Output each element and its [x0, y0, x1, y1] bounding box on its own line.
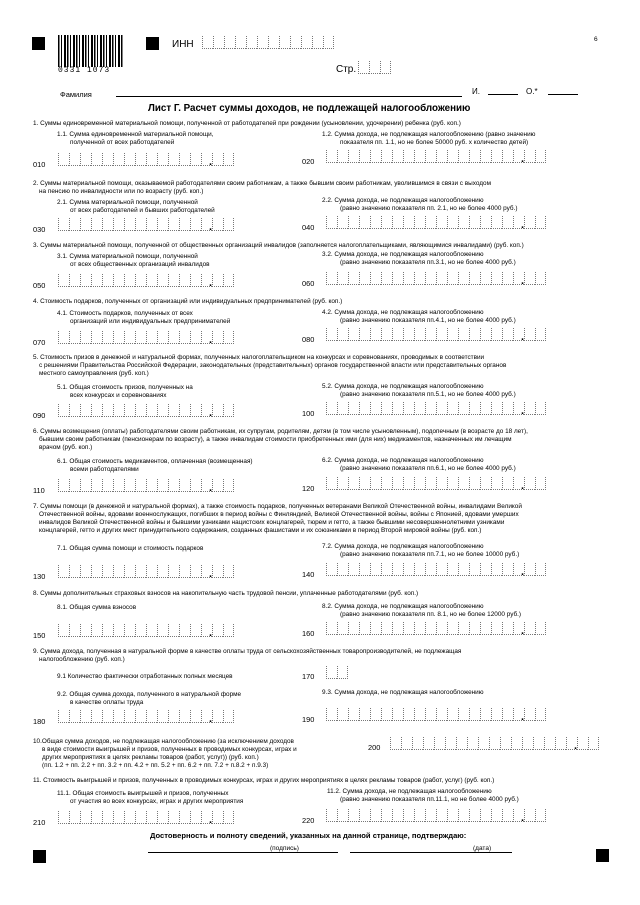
line-code-190: 190	[302, 715, 315, 724]
section-7-line3: инвалидов Великой Отечественной войны и бывшими узниками нацистских концлагерей, тюрем и гетто, а также бывшими несовершеннолетними узниками	[39, 519, 505, 526]
decimal-separator: .	[209, 482, 213, 494]
section-2-line2: на пенсию по инвалидности или по возрасту (руб. коп.)	[39, 188, 204, 195]
item-11-2-line1: 11.2. Сумма дохода, не подлежащая налогообложению	[327, 788, 492, 795]
decimal-separator: .	[521, 711, 525, 723]
item-3-2-line2: (равно значению показателя пп.3.1, но не более 4000 руб.)	[340, 259, 516, 266]
surname-line[interactable]	[116, 96, 462, 97]
section-2-line1: 2. Суммы материальной помощи, оказываемой работодателями своим работникам, а также бывшим своим работникам, уволившимся в связи с выходом	[33, 180, 491, 187]
page-title: Лист Г. Расчет суммы доходов, не подлежащей налогообложению	[148, 103, 471, 114]
section-5-line2: с решениями Правительства Российской Федерации, законодательных (представительных) органов государственной власти или представительных органов	[39, 362, 507, 369]
page-label: Стр.	[336, 64, 357, 75]
item-4-1-line2: организаций или индивидуальных предпринимателей	[70, 318, 231, 325]
section-1-text: 1. Суммы единовременной материальной помощи, полученной от работодателей при рождении (усыновлении, удочерении) ребенка (руб. коп.)	[33, 120, 461, 127]
patronymic-initial-label: О.*	[526, 87, 538, 96]
surname-label: Фамилия	[60, 90, 92, 99]
corner-marker-top-left	[32, 37, 45, 50]
field-110[interactable]	[58, 479, 234, 492]
field-090[interactable]	[58, 404, 234, 417]
name-initial-label: И.	[472, 87, 480, 96]
line-code-200: 200	[368, 743, 381, 752]
line-code-110: 110	[33, 486, 45, 495]
section-10-line4: (пп. 1.2 + пп. 2.2 + пп. 3.2 + пп. 4.2 + пп. 5.2 + пп. 6.2 + пп. 7.2 + п.8.2 + п.9.3)	[42, 762, 269, 769]
item-6-1-line2: всеми работодателями	[70, 466, 139, 473]
item-8-2-line2: (равно значению показателя пп. 8.1, но не более 12000 руб.)	[340, 611, 522, 618]
item-9-1: 9.1 Количество фактически отработанных полных месяцев	[57, 673, 233, 680]
corner-marker-bottom-left	[33, 850, 46, 863]
line-code-130: 130	[33, 572, 46, 581]
section-11-text: 11. Стоимость выигрышей и призов, полученных в проводимых конкурсах, играх и других мероприятиях в целях рекламы товаров (работ, услуг) (руб. коп.)	[33, 777, 495, 784]
field-040[interactable]	[326, 216, 546, 229]
barcode-number: 0331 1073	[58, 66, 111, 75]
item-6-2-line2: (равно значению показателя пп.6.1, но не более 4000 руб.)	[340, 465, 516, 472]
decimal-separator: .	[521, 331, 525, 343]
item-4-1-line1: 4.1. Стоимость подарков, полученных от всех	[57, 310, 193, 317]
field-180[interactable]	[58, 710, 234, 723]
decimal-separator: .	[209, 334, 213, 346]
line-code-050: 050	[33, 281, 46, 290]
signature-line[interactable]	[148, 852, 338, 853]
item-4-2-line2: (равно значению показателя пп.4.1, но не более 4000 руб.)	[340, 317, 516, 324]
field-060[interactable]	[326, 272, 546, 285]
name-initial-line[interactable]	[488, 94, 518, 95]
decimal-separator: .	[521, 566, 525, 578]
section-10-line2: в виде стоимости выигрышей и призов, полученных в проводимых конкурсах, играх и	[42, 746, 297, 753]
section-8-text: 8. Суммы дополнительных страховых взносов на накопительную часть трудовой пенсии, уплаченные работодателями (руб. коп.)	[33, 590, 419, 597]
line-code-090: 090	[33, 411, 46, 420]
decimal-separator: .	[209, 221, 213, 233]
decimal-separator: .	[521, 405, 525, 417]
decimal-separator: .	[209, 814, 213, 826]
item-2-1-line1: 2.1. Сумма материальной помощи, полученной	[57, 199, 198, 206]
section-7-line2: Отечественной войны, вдовами военнослужащих, погибших в период войны с Финляндией, Великой Отечественной войны, войны с Японией, вдовами умерших	[39, 511, 519, 518]
line-code-180: 180	[33, 717, 46, 726]
decimal-separator: .	[521, 219, 525, 231]
line-code-140: 140	[302, 570, 315, 579]
section-3-text: 3. Суммы материальной помощи, полученной от общественных организаций инвалидов (заполняется налогоплательщиками, являющимися инвалидами) (руб. коп.)	[33, 242, 524, 249]
field-200[interactable]	[390, 737, 599, 750]
item-5-1-line1: 5.1. Общая стоимость призов, полученных на	[57, 384, 193, 391]
item-2-1-line2: от всех работодателей и бывших работодателей	[70, 207, 215, 214]
field-070[interactable]	[58, 331, 234, 344]
item-5-2-line1: 5.2. Сумма дохода, не подлежащая налогообложению	[322, 383, 484, 390]
line-code-160: 160	[302, 629, 315, 638]
item-3-1-line1: 3.1. Сумма материальной помощи, полученной	[57, 253, 198, 260]
section-6-line3: врачом (руб. коп.)	[39, 444, 93, 451]
line-code-210: 210	[33, 818, 46, 827]
section-9-line1: 9. Сумма дохода, полученная в натуральной форме в качестве оплаты труда от сельскохозяйственных товаропроизводителей, не подлежащая	[33, 648, 462, 655]
decimal-separator: .	[521, 625, 525, 637]
decimal-separator: .	[209, 568, 213, 580]
field-080[interactable]	[326, 328, 546, 341]
item-5-2-line2: (равно значению показателя пп.5.1, но не более 4000 руб.)	[340, 391, 516, 398]
item-2-2-line2: (равно значению показателя пп. 2.1, но не более 4000 руб.)	[340, 205, 518, 212]
item-1-1-line2: полученной от всех работодателей	[70, 139, 175, 146]
decimal-separator: .	[521, 812, 525, 824]
decimal-separator: .	[209, 156, 213, 168]
patronymic-initial-line[interactable]	[548, 94, 578, 95]
section-5-line1: 5. Стоимость призов в денежной и натуральной формах, полученных налогоплательщиком на конкурсах и соревнованиях, проводимых в соответствии	[33, 354, 485, 361]
line-code-030: 030	[33, 225, 46, 234]
item-1-2-line2: показателя пп. 1.1, но не более 50000 руб. х количество детей)	[340, 139, 529, 146]
line-code-220: 220	[302, 816, 315, 825]
field-130[interactable]	[58, 565, 234, 578]
signature-label: (подпись)	[270, 845, 299, 852]
item-8-2-line1: 8.2. Сумма дохода, не подлежащая налогообложению	[322, 603, 484, 610]
item-5-1-line2: всех конкурсах и соревнованиях	[70, 392, 167, 399]
field-120[interactable]	[326, 477, 546, 490]
section-5-line3: местного самоуправления (руб. коп.)	[39, 370, 149, 377]
item-7-2-line2: (равно значению показателя пп.7.1, но не более 10000 руб.)	[340, 551, 520, 558]
section-4-text: 4. Стоимость подарков, полученных от организаций или индивидуальных предпринимателей (руб. коп.)	[33, 298, 343, 305]
decimal-separator: .	[209, 627, 213, 639]
corner-marker-bottom-right	[596, 849, 609, 862]
decimal-separator: .	[521, 153, 525, 165]
field-150[interactable]	[58, 624, 234, 637]
section-7-line1: 7. Суммы помощи (в денежной и натуральной формах), а также стоимость подарков, полученных ветеранами Великой Отечественной войны, инвалидами Великой	[33, 503, 522, 510]
field-210[interactable]	[58, 811, 234, 824]
corner-marker-top-mid	[146, 37, 159, 50]
page-number-field[interactable]	[358, 61, 391, 74]
line-code-150: 150	[33, 631, 46, 640]
item-6-2-line1: 6.2. Сумма дохода, не подлежащая налогообложению	[322, 457, 484, 464]
field-100[interactable]	[326, 402, 546, 415]
item-3-2-line1: 3.2. Сумма дохода, не подлежащая налогообложению	[322, 251, 484, 258]
line-code-060: 060	[302, 279, 315, 288]
field-190[interactable]	[326, 708, 546, 721]
barcode	[58, 35, 124, 67]
line-code-020: 020	[302, 157, 315, 166]
field-050[interactable]	[58, 274, 234, 287]
line-code-120: 120	[302, 484, 315, 493]
item-8-1: 8.1. Общая сумма взносов	[57, 604, 137, 611]
page-corner-number: 6	[594, 36, 598, 43]
item-6-1-line1: 6.1. Общая стоимость медикаментов, оплаченная (возмещенная)	[57, 458, 253, 465]
date-label: (дата)	[473, 845, 492, 852]
section-10-line3: других мероприятиях в целях рекламы товаров (работ, услуг)) (руб. коп.)	[42, 754, 259, 761]
item-9-3: 9.3. Сумма дохода, не подлежащая налогообложению	[322, 689, 484, 696]
item-11-1-line1: 11.1. Общая стоимость выигрышей и призов, полученных	[57, 790, 229, 797]
field-170[interactable]	[326, 666, 348, 679]
line-code-010: 010	[33, 160, 46, 169]
line-code-080: 080	[302, 335, 315, 344]
decimal-separator: .	[521, 275, 525, 287]
item-4-2-line1: 4.2. Сумма дохода, не подлежащая налогообложению	[322, 309, 484, 316]
line-code-040: 040	[302, 223, 315, 232]
decimal-separator: .	[209, 713, 213, 725]
item-2-2-line1: 2.2. Сумма дохода, не подлежащая налогообложению	[322, 197, 484, 204]
section-7-line4: концлагерей, гетто и других мест принудительного содержания, созданных фашистами и их союзниками в период Второй мировой войны (руб. коп.)	[39, 527, 482, 534]
field-010[interactable]	[58, 153, 234, 166]
field-030[interactable]	[58, 218, 234, 231]
section-9-line2: налогообложению (руб. коп.)	[39, 656, 125, 663]
line-code-100: 100	[302, 409, 315, 418]
field-160[interactable]	[326, 622, 546, 635]
decimal-separator: .	[521, 480, 525, 492]
decimal-separator: .	[574, 740, 578, 752]
line-code-170: 170	[302, 672, 315, 681]
field-020[interactable]	[326, 150, 546, 163]
inn-label: ИНН	[172, 39, 194, 50]
section-6-line2: бывшим своим работникам (пенсионерам по возрасту), а также инвалидам стоимости приобретенных ими (для них) медикаментов, назначенных им лечащим	[39, 436, 512, 443]
decimal-separator: .	[209, 277, 213, 289]
section-10-line1: 10.Общая сумма доходов, не подлежащая налогообложению (за исключением доходов	[33, 738, 294, 745]
line-code-070: 070	[33, 338, 46, 347]
item-3-1-line2: от всех общественных организаций инвалидов	[70, 261, 210, 268]
field-140[interactable]	[326, 563, 546, 576]
confirmation-text: Достоверность и полноту сведений, указанных на данной странице, подтверждаю:	[150, 831, 467, 840]
section-6-line1: 6. Суммы возмещения (оплаты) работодателями своим работникам, их супругам, родителям, детям (в том числе усыновленным), подопечным (в возрасте до 18 лет),	[33, 428, 528, 435]
item-9-2-line1: 9.2. Общая сумма дохода, полученного в натуральной форме	[57, 691, 242, 698]
item-11-1-line2: от участия во всех конкурсах, играх и других мероприятия	[70, 798, 244, 805]
item-11-2-line2: (равно значению показателя пп.11.1, но не более 4000 руб.)	[340, 796, 519, 803]
item-9-2-line2: в качестве оплаты труда	[70, 699, 144, 706]
item-7-1: 7.1. Общая сумма помощи и стоимость подарков	[57, 545, 204, 552]
item-7-2-line1: 7.2. Сумма дохода, не подлежащая налогообложению	[322, 543, 484, 550]
inn-field[interactable]	[202, 36, 334, 49]
item-1-2-line1: 1.2. Сумма дохода, не подлежащая налогообложению (равно значению	[322, 131, 536, 138]
date-line[interactable]	[350, 852, 512, 853]
decimal-separator: .	[209, 407, 213, 419]
item-1-1-line1: 1.1. Сумма единовременной материальной помощи,	[57, 131, 214, 138]
field-220[interactable]	[326, 809, 546, 822]
